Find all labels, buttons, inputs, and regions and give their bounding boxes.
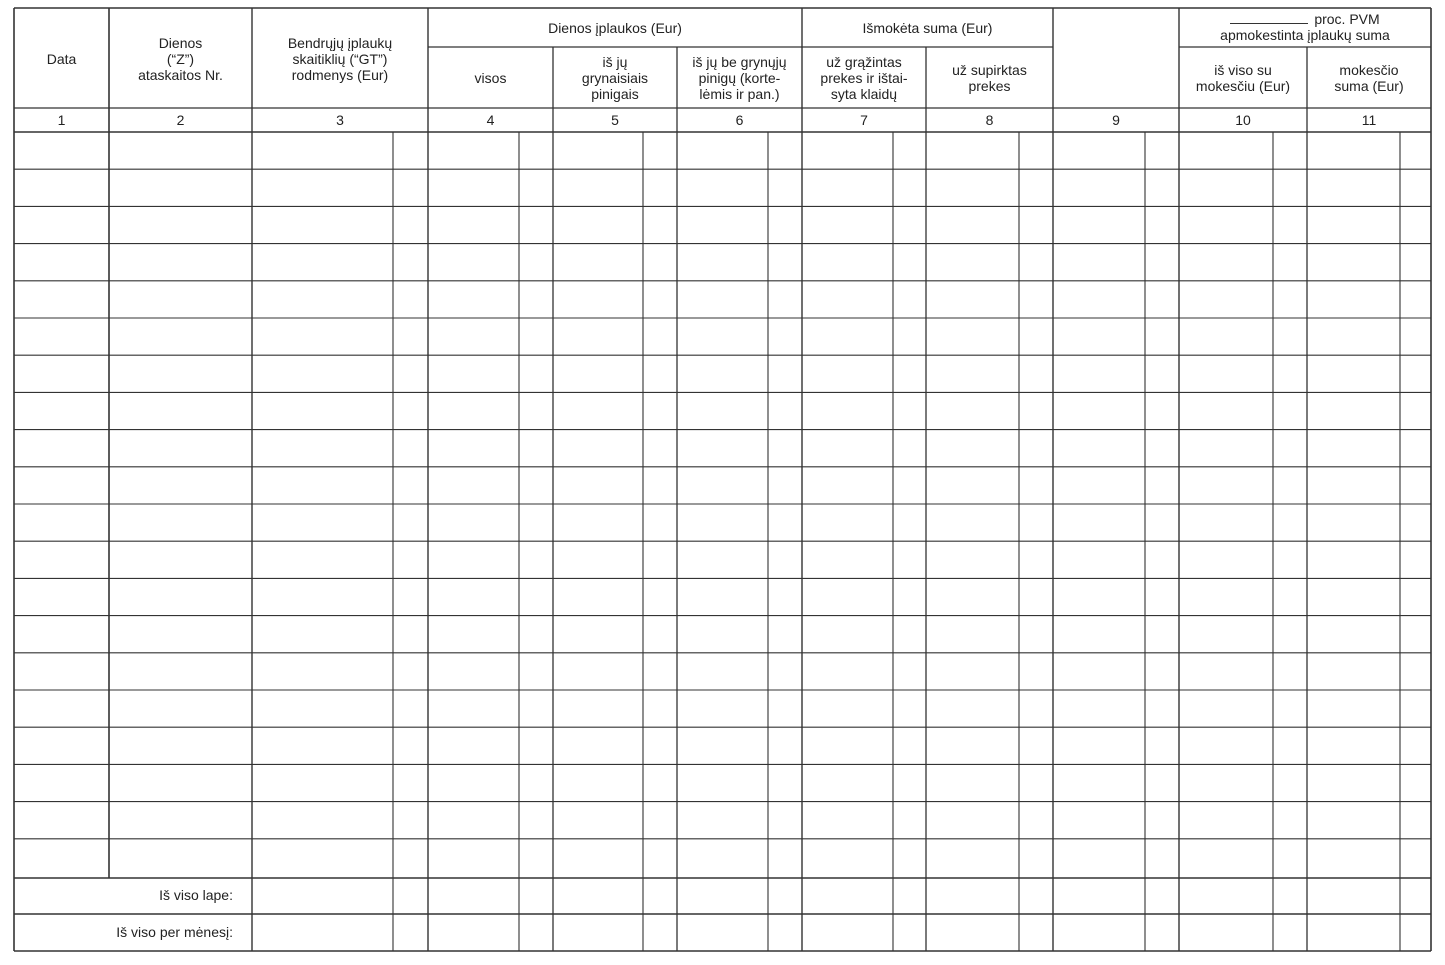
column-number: 1	[57, 112, 66, 128]
column-number: 8	[985, 112, 994, 128]
column-number: 11	[1361, 112, 1377, 128]
vat-percent-blank	[1230, 11, 1308, 24]
column-number: 10	[1235, 112, 1251, 128]
column-number: 2	[176, 112, 185, 128]
header-data: Data	[46, 51, 77, 67]
total-month-label: Iš viso per mėnesį:	[116, 924, 233, 940]
column-number: 7	[860, 112, 868, 128]
column-number: 5	[611, 112, 619, 128]
header-receipts-cash: iš jų grynaisiais pinigais	[581, 54, 649, 102]
header-total-with-tax: iš viso su mokesčiu (Eur)	[1195, 62, 1291, 94]
header-vat-group	[1180, 8, 1430, 46]
header-returned-goods: už grąžintas prekes ir ištai- syta klaidų	[820, 54, 908, 102]
header-paid-out: Išmokėta suma (Eur)	[862, 20, 993, 36]
header-vat-percent-label: proc. PVM	[1314, 11, 1380, 27]
column-number: 4	[486, 112, 495, 128]
column-number: 6	[735, 112, 744, 128]
header-daily-receipts: Dienos įplaukos (Eur)	[548, 20, 682, 36]
column-number: 3	[336, 112, 344, 128]
header-tax-amount: mokesčio suma (Eur)	[1334, 62, 1404, 94]
header-vat-taxed-receipts: apmokestinta įplaukų suma	[1220, 27, 1390, 43]
header-z-report-no: Dienos (“Z”) ataskaitos Nr.	[138, 35, 223, 83]
total-page-label: Iš viso lape:	[159, 887, 233, 903]
header-gt-readings: Bendrųjų įplaukų skaitiklių (“GT”) rodmenys (Eur)	[287, 35, 393, 83]
header-purchased-goods: už supirktas prekes	[952, 62, 1027, 94]
header-receipts-all: visos	[474, 70, 507, 86]
column-number: 9	[1112, 112, 1120, 128]
header-receipts-noncash: iš jų be grynųjų pinigų (korte- lėmis ir pan.)	[692, 54, 787, 102]
